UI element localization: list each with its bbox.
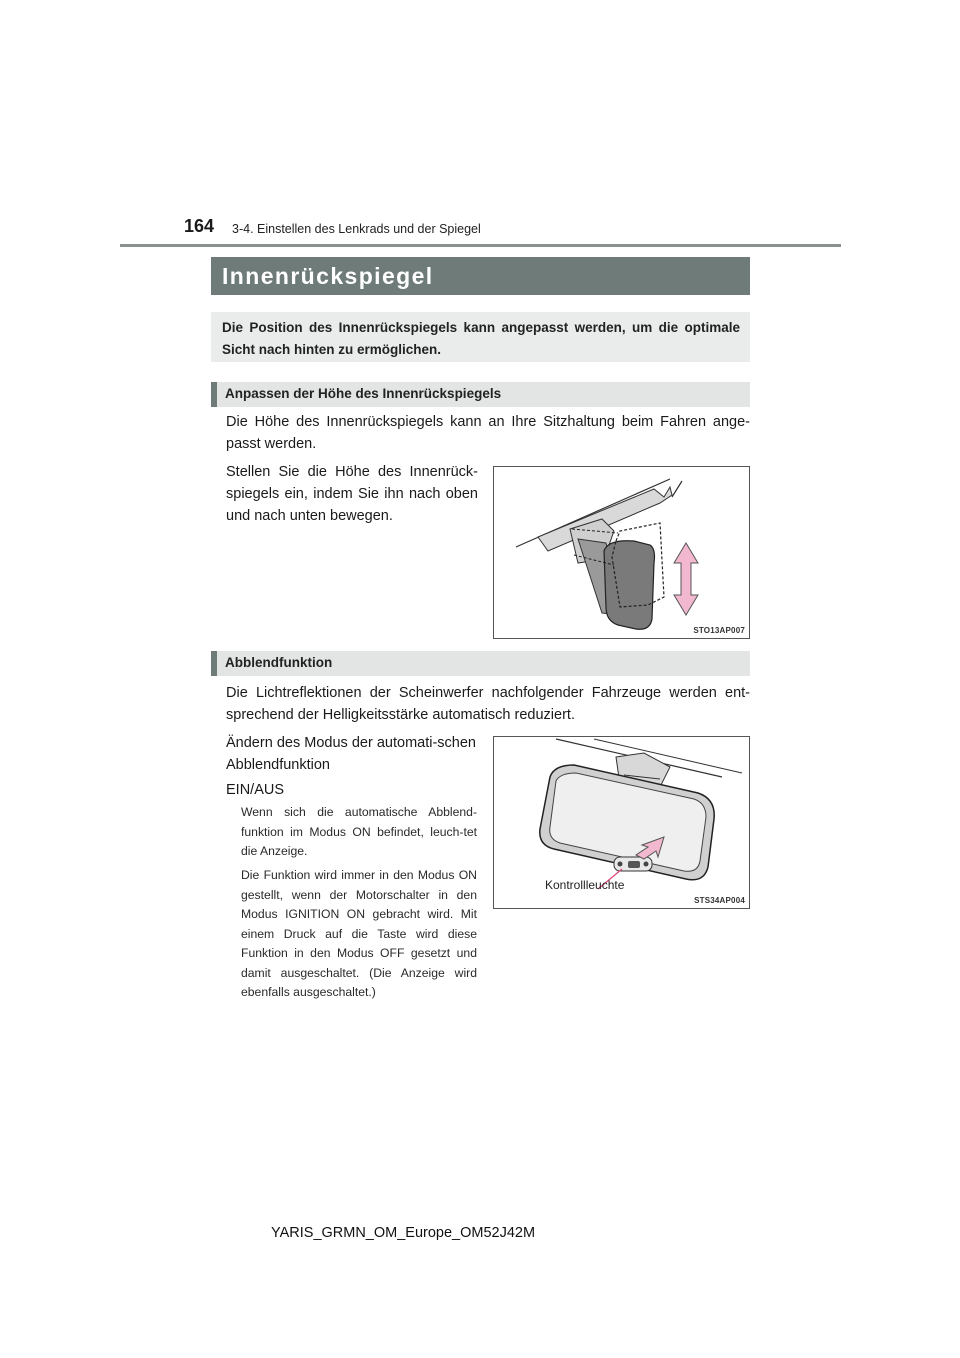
figure-code: STO13AP007	[693, 626, 745, 635]
mirror-height-illustration	[494, 467, 749, 638]
figure-code: STS34AP004	[694, 896, 745, 905]
on-off-label: EIN/AUS	[226, 782, 285, 798]
document-footer: YARIS_GRMN_OM_Europe_OM52J42M	[271, 1225, 536, 1241]
height-adjust-instruction: Stellen Sie die Höhe des Innenrück-spiegels ein, indem Sie ihn nach oben und nach unten bewegen.	[226, 464, 478, 524]
dimming-note-reset: Die Funktion wird immer in den Modus ON gestellt, wenn der Motorschalter in den Modus IGNITION ON gebracht wird. Mit einem Druck auf die Taste wird diese Funktion in den Modus OFF gesetzt und damit ausgeschaltet. (Die Anzeige wird ebenfalls ausgeschaltet.)	[241, 868, 477, 999]
dimming-figure	[493, 736, 750, 909]
section-heading-height: Anpassen der Höhe des Innenrückspiegels	[211, 382, 750, 407]
section-heading-dimming: Abblendfunktion	[211, 651, 750, 676]
mirror-height-figure	[493, 466, 750, 639]
dimming-note-indicator: Wenn sich die automatische Abblend-funktion im Modus ON befindet, leuch-tet die Anzeige.	[241, 805, 477, 858]
indicator-label: Kontrollleuchte	[545, 878, 625, 892]
section-breadcrumb: 3-4. Einstellen des Lenkrads und der Spiegel	[232, 222, 481, 236]
page-number: 164	[184, 216, 215, 236]
header-divider	[120, 244, 841, 247]
up-down-arrow-icon	[674, 543, 698, 615]
page-title: Innenrückspiegel	[211, 257, 750, 295]
intro-box: Die Position des Innenrückspiegels kann angepasst werden, um die optimale Sicht nach hinten zu ermöglichen.	[211, 312, 750, 362]
dimming-mode-paragraph: Ändern des Modus der automati-schen Abblendfunktion	[226, 735, 476, 773]
dimming-paragraph: Die Lichtreflektionen der Scheinwerfer nachfolgender Fahrzeuge werden ent-sprechend der Helligkeitsstärke automatisch reduziert.	[226, 685, 750, 723]
height-adjust-paragraph: Die Höhe des Innenrückspiegels kann an Ihre Sitzhaltung beim Fahren ange-passt werden.	[226, 414, 750, 452]
